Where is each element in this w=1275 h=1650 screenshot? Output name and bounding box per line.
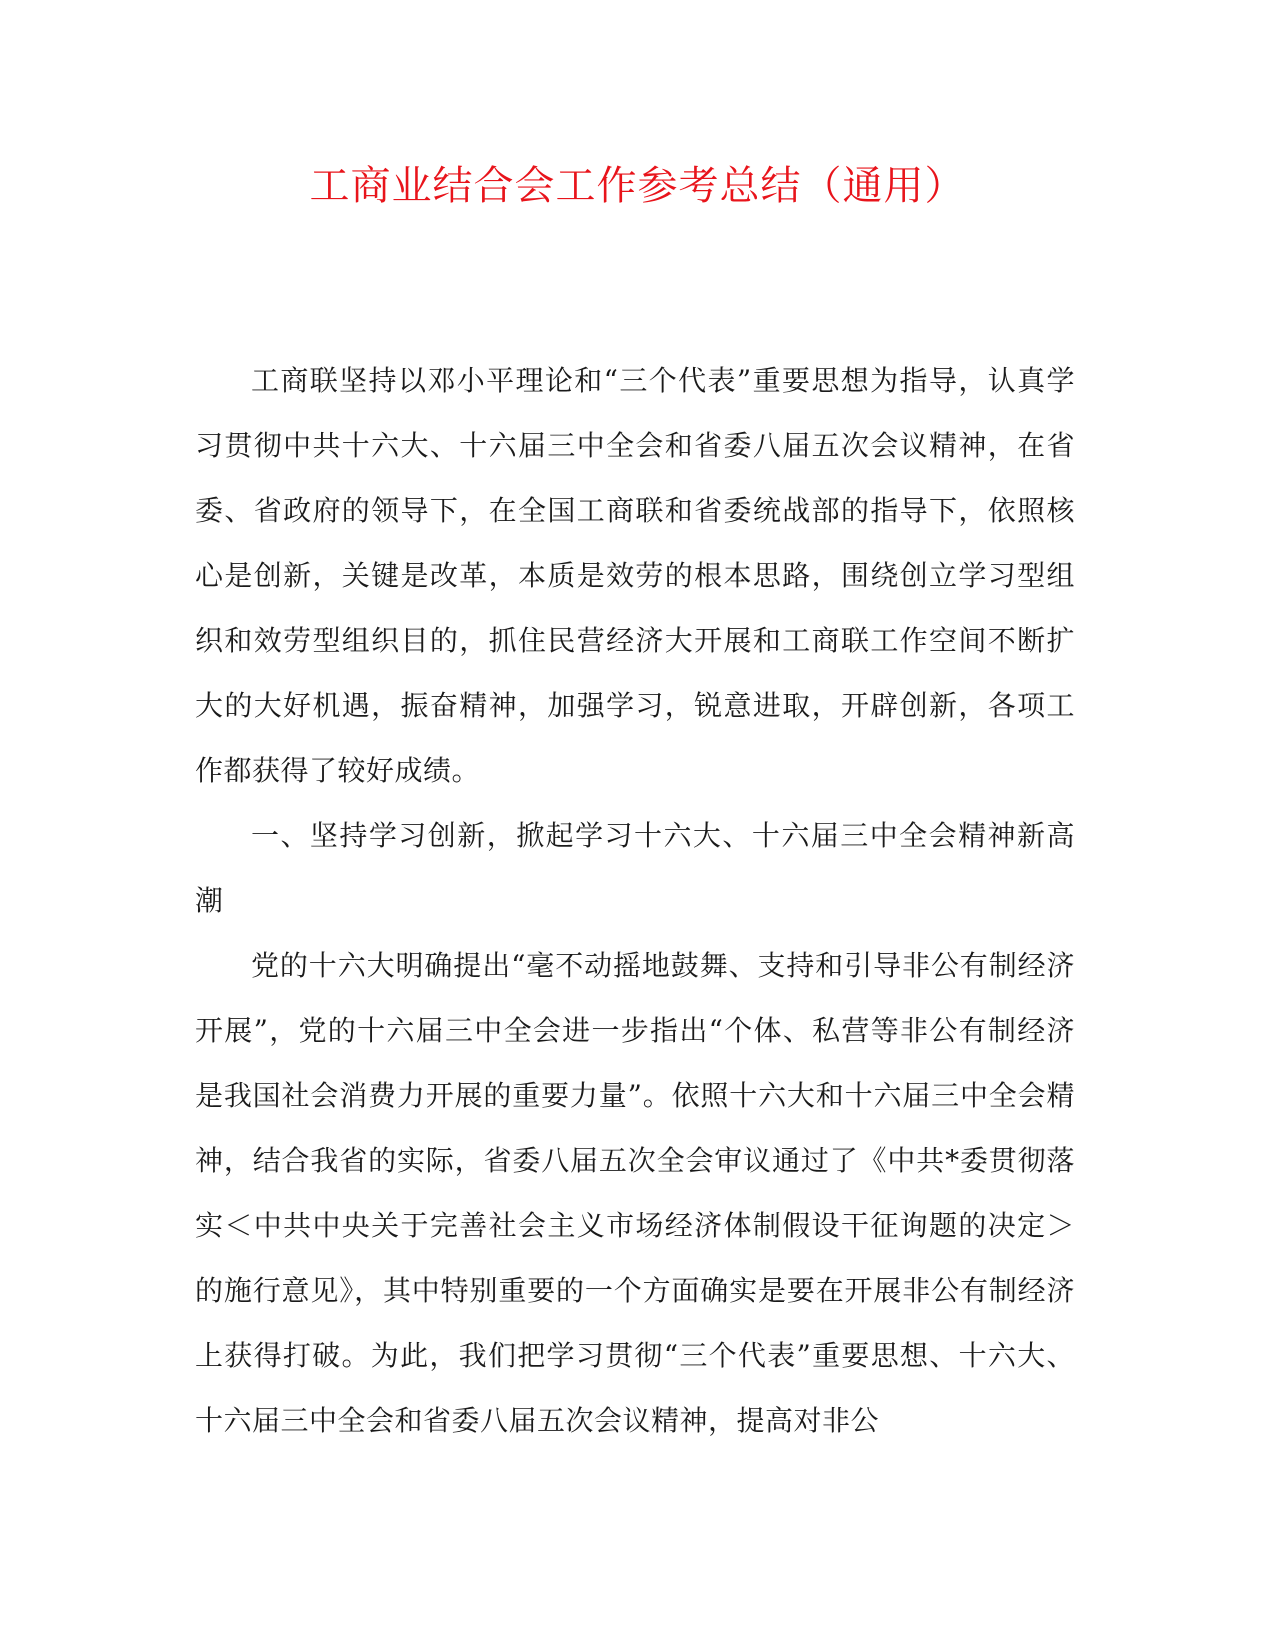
section-heading-1: 一、坚持学习创新，掀起学习十六大、十六届三中全会精神新高潮 [195, 819, 1075, 917]
body-paragraph-section-1: 党的十六大明确提出“毫不动摇地鼓舞、支持和引导非公有制经济开展”，党的十六届三中全会进一步指出“个体、私营等非公有制经济是我国社会消费力开展的重要力量”。依照十六大和十六届三中全会精神，结合我省的实际，省委八届五次全会审议通过了《中共*委贯彻落实＜中共中央关于完善社会主义市场经济体制假设干征询题的决定＞的施行意见》，其中特别重要的一个方面确实是要在开展非公有制经济上获得打破。为此，我们把学习贯彻“三个代表”重要思想、十六大、十六届三中全会和省委八届五次会议精神，提高对非公 [195, 949, 1075, 1437]
document-title: 工商业结合会工作参考总结（通用） [309, 163, 966, 209]
document-body [195, 348, 1075, 1453]
body-paragraph-intro: 工商联坚持以邓小平理论和“三个代表”重要思想为指导，认真学习贯彻中共十六大、十六届三中全会和省委八届五次会议精神，在省委、省政府的领导下，在全国工商联和省委统战部的指导下，依照核心是创新，关键是改革，本质是效劳的根本思路，围绕创立学习型组织和效劳型组织目的，抓住民营经济大开展和工商联工作空间不断扩大的大好机遇，振奋精神，加强学习，锐意进取，开辟创新，各项工作都获得了较好成绩。 [195, 364, 1075, 787]
